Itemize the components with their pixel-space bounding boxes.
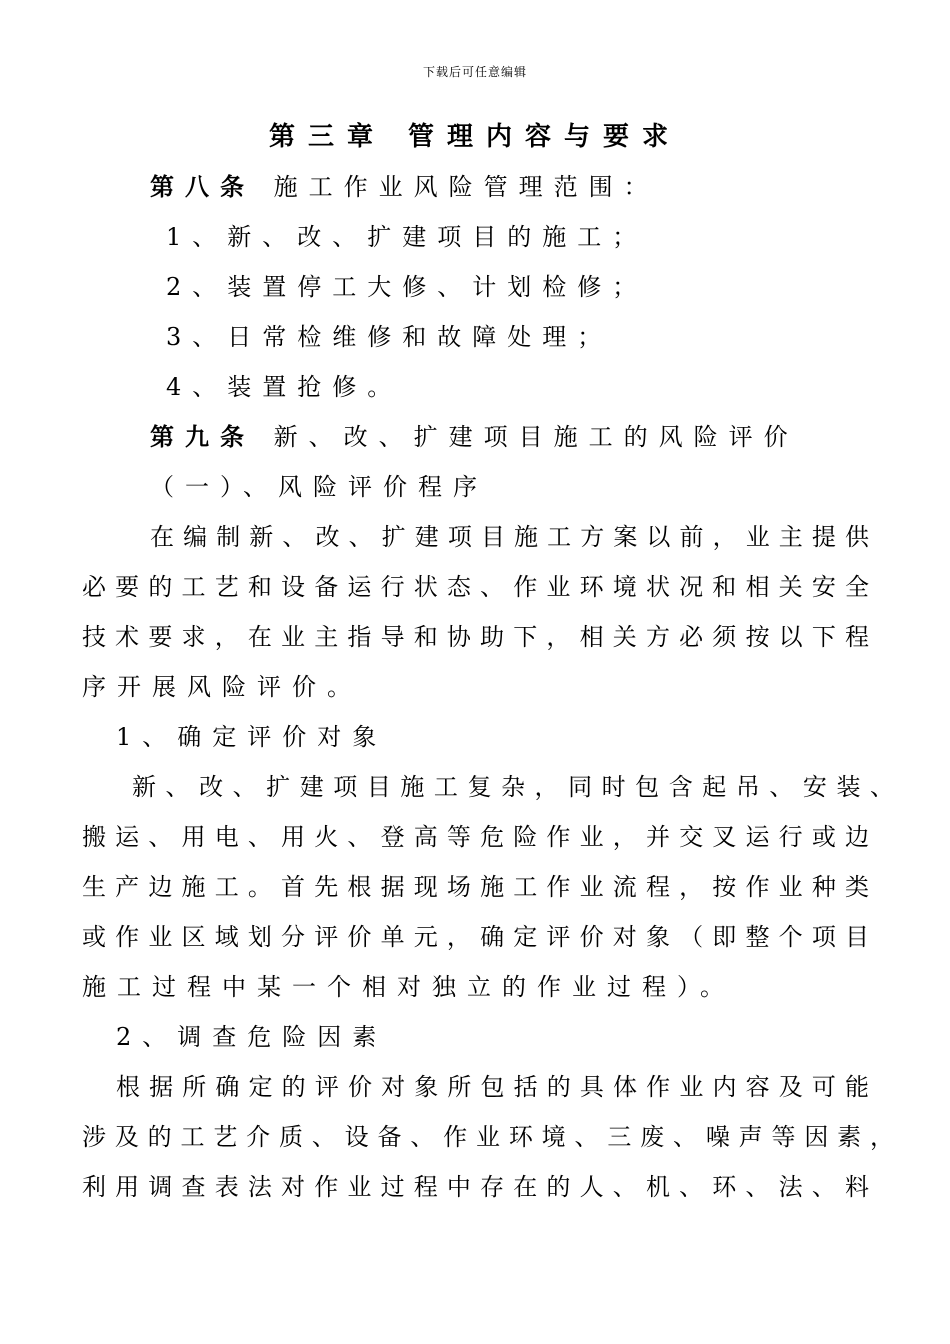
page-header: 下载后可任意编辑 [422, 65, 527, 79]
paragraph-line: 涉及的工艺介质、设备、作业环境、三废、噪声等因素， [82, 1123, 902, 1151]
paragraph-line: 或作业区域划分评价单元，确定评价对象（即整个项目 [82, 923, 877, 951]
article-8-text: 施工作业风险管理范围： [273, 173, 659, 201]
article-9 [150, 420, 945, 454]
article-8-label: 第八条 [150, 172, 255, 201]
chapter-title: 第三章 管理内容与要求 [268, 122, 682, 152]
paragraph-line: 利用调查表法对作业过程中存在的人、机、环、法、料 [82, 1173, 877, 1201]
article-9-text: 新、改、扩建项目施工的风险评价 [273, 423, 799, 451]
paragraph-line: 序开展风险评价。 [82, 673, 362, 701]
paragraph-line: 生产边施工。首先根据现场施工作业流程，按作业种类 [82, 873, 877, 901]
paragraph-line: 在编制新、改、扩建项目施工方案以前，业主提供 [150, 523, 877, 551]
section-heading: （一）、风险评价程序 [150, 473, 488, 501]
article-8 [150, 170, 945, 204]
article-9-label: 第九条 [150, 422, 255, 451]
step-heading: 2、调查危险因素 [116, 1023, 388, 1051]
paragraph-line: 必要的工艺和设备运行状态、作业环境状况和相关安全 [82, 573, 877, 601]
paragraph-line: 技术要求，在业主指导和协助下，相关方必须按以下程 [82, 623, 877, 651]
paragraph-line: 新、改、扩建项目施工复杂，同时包含起吊、安装、 [132, 773, 902, 801]
list-item: 1、新、改、扩建项目的施工； [166, 223, 648, 251]
list-item: 3、日常检维修和故障处理； [166, 323, 613, 351]
step-heading: 1、确定评价对象 [116, 723, 388, 751]
paragraph-line: 搬运、用电、用火、登高等危险作业，并交叉运行或边 [82, 823, 877, 851]
paragraph-line: 施工过程中某一个相对独立的作业过程）。 [82, 973, 735, 1001]
paragraph-line: 根据所确定的评价对象所包括的具体作业内容及可能 [116, 1073, 877, 1101]
list-item: 2、装置停工大修、计划检修； [166, 273, 648, 301]
list-item: 4、装置抢修。 [166, 373, 403, 401]
